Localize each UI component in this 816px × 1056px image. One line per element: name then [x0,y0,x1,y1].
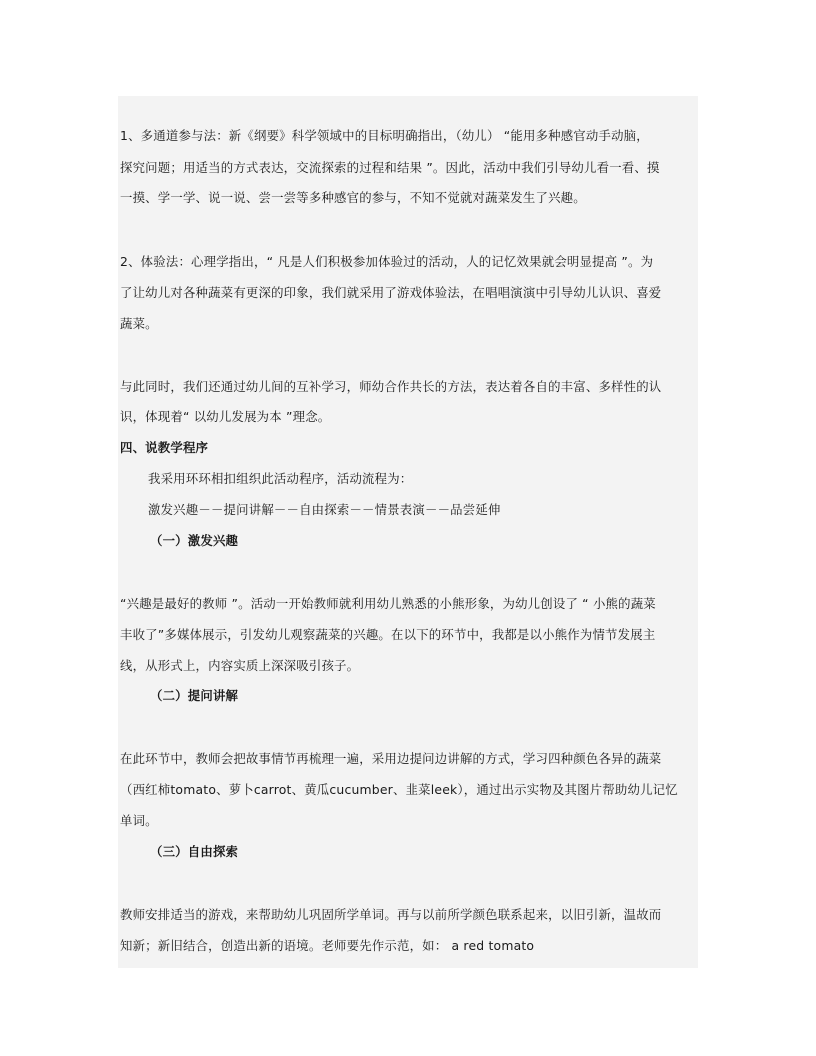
paragraph-line: 一摸、学一学、说一说、尝一尝等多种感官的参与，不知不觉就对蔬菜发生了兴趣。 [120,190,586,205]
process-flow: 激发兴趣－－提问讲解－－自由探索－－情景表演－－品尝延伸 [148,502,501,517]
paragraph-line: 1、多通道参与法：新《纲要》科学领域中的目标明确指出，（幼儿） “能用多种感官动手动脑， [120,128,649,143]
paragraph-line: 在此环节中，教师会把故事情节再梳理一遍，采用边提问边讲解的方式，学习四种颜色各异的蔬菜 [120,751,662,766]
paragraph-line: 教师安排适当的游戏，来帮助幼儿巩固所学单词。再与以前所学颜色联系起来，以旧引新，温故而 [120,907,662,922]
subsection-heading: （一）激发兴趣 [150,533,239,548]
paragraph-line: 单词。 [120,813,158,828]
page-background [118,96,698,968]
paragraph-line: 探究问题；用适当的方式表达，交流探索的过程和结果 ”。因此，活动中我们引导幼儿看一看、摸 [120,160,660,175]
subsection-heading: （二）提问讲解 [150,688,239,703]
paragraph-line: 了让幼儿对各种蔬菜有更深的印象，我们就采用了游戏体验法，在唱唱演演中引导幼儿认识、喜爱 [120,285,662,300]
paragraph-line: （西红柿tomato、萝卜carrot、黄瓜cucumber、韭菜leek），通过出示实物及其图片帮助幼儿记忆 [120,782,678,797]
paragraph-line: 2、体验法：心理学指出，“ 凡是人们积极参加体验过的活动，人的记忆效果就会明显提高 ”。为 [120,254,654,269]
subsection-heading: （三）自由探索 [150,844,239,859]
paragraph-line: 知新；新旧结合，创造出新的语境。老师要先作示范，如： a red tomato [120,938,535,953]
paragraph-line: 线，从形式上，内容实质上深深吸引孩子。 [120,658,360,673]
paragraph-line: “兴趣是最好的教师 ”。活动一开始教师就利用幼儿熟悉的小熊形象，为幼儿创设了 “ 小熊的蔬菜 [120,596,656,611]
paragraph-line: 与此同时，我们还通过幼儿间的互补学习，师幼合作共长的方法，表达着各自的丰富、多样性的认 [120,379,662,394]
paragraph-line: 蔬菜。 [120,316,158,331]
section-heading: 四、说教学程序 [120,440,209,455]
paragraph-line: 丰收了”多媒体展示，引发幼儿观察蔬菜的兴趣。在以下的环节中，我都是以小熊作为情节发展主 [120,627,656,642]
paragraph-line: 我采用环环相扣组织此活动程序，活动流程为： [148,471,413,486]
paragraph-line: 识，体现着“ 以幼儿发展为本 ”理念。 [120,409,331,424]
